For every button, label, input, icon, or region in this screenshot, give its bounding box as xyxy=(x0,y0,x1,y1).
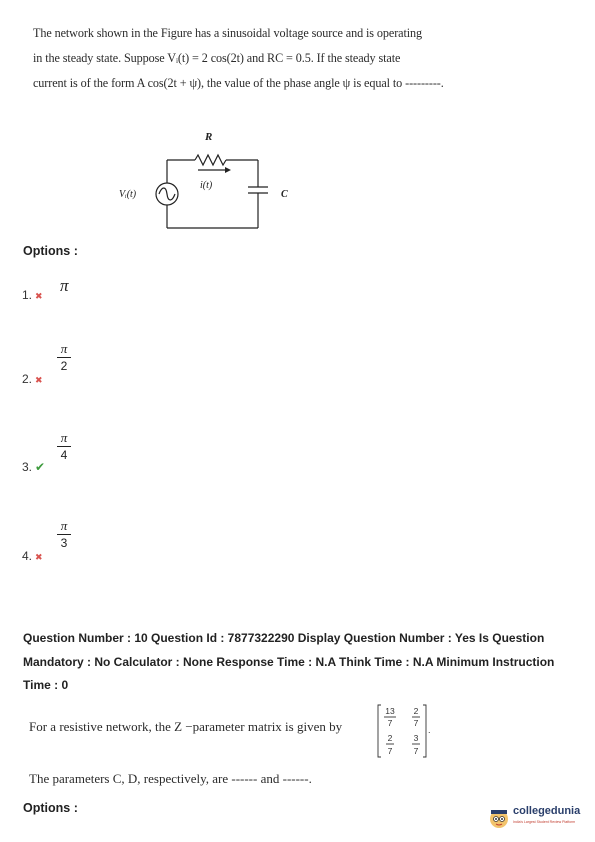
brand-name: collegedunia xyxy=(513,805,581,817)
matrix-right-bracket xyxy=(423,705,426,757)
option-2[interactable] xyxy=(22,372,43,386)
option-1[interactable] xyxy=(22,288,43,302)
options-heading-2: Options : xyxy=(23,801,78,815)
options-heading: Options : xyxy=(23,244,78,258)
question-text-line-1: The network shown in the Figure has a sinusoidal voltage source and is operating xyxy=(33,26,423,40)
matrix-period: . xyxy=(428,725,431,735)
fraction-numerator: π xyxy=(60,518,68,533)
option-number: 3. xyxy=(22,460,33,474)
question-meta-line-2: Mandatory : No Calculator : None Response Time : N.A Think Time : N.A Minimum Instruction xyxy=(23,655,555,669)
circuit-diagram xyxy=(115,125,315,245)
question-text-line-3: current is of the form A cos(2t + ψ), the value of the phase angle ψ is equal to ---------. xyxy=(33,76,444,90)
fraction-bar xyxy=(57,534,71,535)
capacitor-label: C xyxy=(281,189,288,200)
question-meta-line-1: Question Number : 10 Question Id : 7877322290 Display Question Number : Yes Is Question xyxy=(23,631,545,645)
brand-tagline: India's Largest Student Review Platform xyxy=(513,820,576,824)
option-1-value: π xyxy=(60,276,69,295)
matrix-c-den: 7 xyxy=(387,746,393,756)
option-2-fraction xyxy=(56,342,72,373)
matrix-a-num: 13 xyxy=(385,706,395,716)
option-number: 2. xyxy=(22,372,33,386)
correct-check-icon: ✔ xyxy=(35,460,46,474)
fraction-denominator: 4 xyxy=(60,448,68,462)
matrix-d-den: 7 xyxy=(413,746,419,756)
resistor-symbol xyxy=(195,155,226,165)
question-2-text: For a resistive network, the Z −parameter matrix is given by xyxy=(29,719,343,734)
fraction-denominator: 3 xyxy=(60,536,68,550)
fraction-bar xyxy=(57,446,71,447)
option-3-fraction xyxy=(56,431,72,462)
option-4-fraction xyxy=(56,519,72,550)
option-4[interactable] xyxy=(22,549,43,563)
question-2-line-2: The parameters C, D, respectively, are ------ and ------. xyxy=(29,771,312,786)
fraction-numerator: π xyxy=(60,430,68,445)
current-label: i(t) xyxy=(200,180,213,191)
matrix-b-num: 2 xyxy=(413,706,419,716)
question-text-line-2: in the steady state. Suppose Vᵢ(t) = 2 cos(2t) and RC = 0.5. If the steady state xyxy=(33,51,401,65)
matrix-left-bracket xyxy=(378,705,381,757)
fraction-denominator: 2 xyxy=(60,359,68,373)
mascot-icon xyxy=(487,806,511,830)
option-3[interactable] xyxy=(22,460,45,474)
option-number: 4. xyxy=(22,549,33,563)
wrong-mark-icon: ✖ xyxy=(35,375,43,385)
option-number: 1. xyxy=(22,288,33,302)
current-arrow-icon xyxy=(225,167,231,173)
z-parameter-matrix xyxy=(378,704,430,758)
wrong-mark-icon: ✖ xyxy=(35,552,43,562)
matrix-b-den: 7 xyxy=(413,718,419,728)
collegedunia-logo xyxy=(487,803,587,833)
fraction-numerator: π xyxy=(60,341,68,356)
matrix-c-num: 2 xyxy=(387,733,393,743)
fraction-bar xyxy=(57,357,71,358)
wrong-mark-icon: ✖ xyxy=(35,291,43,301)
question-meta-line-3: Time : 0 xyxy=(23,678,69,692)
matrix-d-num: 3 xyxy=(413,733,419,743)
matrix-a-den: 7 xyxy=(387,718,393,728)
resistor-label: R xyxy=(205,131,213,143)
source-label: Vᵢ(t) xyxy=(119,189,137,200)
